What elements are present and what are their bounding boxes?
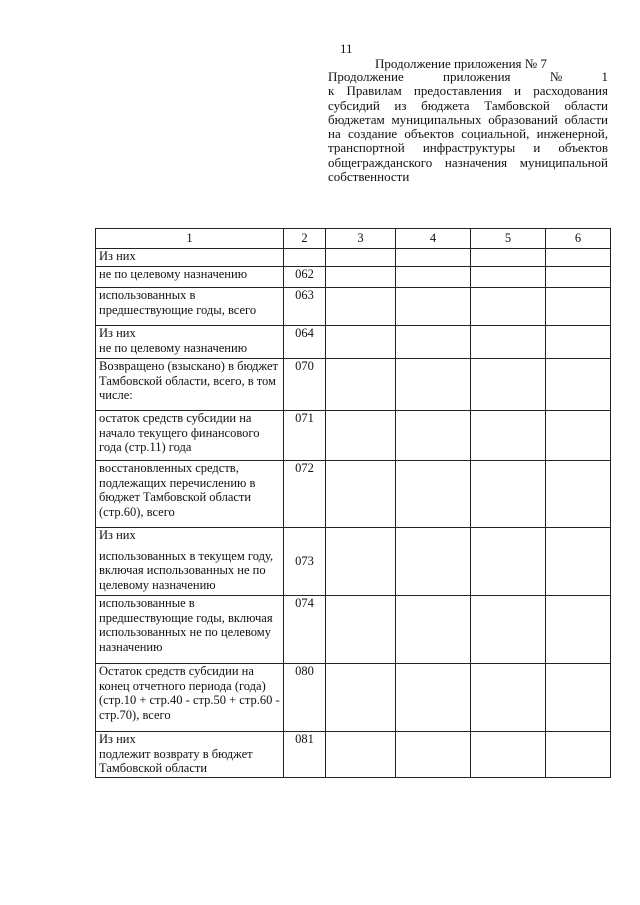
value-cell[interactable] xyxy=(396,359,471,411)
page-number: 11 xyxy=(340,41,353,56)
header-word: Продолжение xyxy=(328,69,404,84)
value-cell[interactable] xyxy=(471,326,546,359)
value-cell[interactable] xyxy=(396,528,471,596)
header-word: социальной, xyxy=(461,126,530,142)
value-cell[interactable] xyxy=(396,732,471,778)
header-line xyxy=(328,141,608,155)
value-cell[interactable] xyxy=(546,411,611,461)
row-code: 064 xyxy=(284,326,326,359)
header-word: транспортной xyxy=(328,140,405,156)
row-code: 081 xyxy=(284,732,326,778)
value-cell[interactable] xyxy=(326,359,396,411)
value-cell[interactable] xyxy=(471,732,546,778)
column-header: 6 xyxy=(546,229,611,249)
header-word: образований xyxy=(488,111,558,127)
value-cell[interactable] xyxy=(396,267,471,288)
header-word: бюджета xyxy=(421,97,470,113)
header-word: Правилам xyxy=(346,83,402,99)
row-label: Возвращено (взыскано) в бюджет Тамбовской области, всего, в том числе: xyxy=(96,359,284,411)
row-label: Из них использованных в текущем году, включая использованных не по целевому назначению xyxy=(96,528,284,596)
row-code xyxy=(284,249,326,267)
value-cell[interactable] xyxy=(326,461,396,528)
value-cell[interactable] xyxy=(546,288,611,326)
header-line xyxy=(328,84,608,98)
value-cell[interactable] xyxy=(546,732,611,778)
header-word: собственности xyxy=(328,169,410,185)
header-line xyxy=(328,113,608,127)
table-row xyxy=(96,461,611,528)
column-header: 1 xyxy=(96,229,284,249)
row-code: 074 xyxy=(284,596,326,664)
value-cell[interactable] xyxy=(396,411,471,461)
value-cell[interactable] xyxy=(326,411,396,461)
header-word: муниципальной xyxy=(519,154,608,170)
value-cell[interactable] xyxy=(326,528,396,596)
header-line xyxy=(328,156,608,170)
column-header: 3 xyxy=(326,229,396,249)
header-word: 1 xyxy=(601,69,608,84)
value-cell[interactable] xyxy=(471,411,546,461)
header-word: расходования xyxy=(533,83,608,99)
value-cell[interactable] xyxy=(546,267,611,288)
header-line xyxy=(328,99,608,113)
header-word: Тамбовской xyxy=(484,97,550,113)
header-word: приложения xyxy=(442,69,511,84)
table-row xyxy=(96,664,611,732)
value-cell[interactable] xyxy=(471,288,546,326)
table-row xyxy=(96,359,611,411)
value-cell[interactable] xyxy=(546,596,611,664)
table-row xyxy=(96,267,611,288)
value-cell[interactable] xyxy=(546,664,611,732)
value-cell[interactable] xyxy=(326,267,396,288)
header-word: к xyxy=(328,83,335,99)
value-cell[interactable] xyxy=(396,596,471,664)
value-cell[interactable] xyxy=(396,461,471,528)
row-label: Остаток средств субсидии на конец отчетного периода (года) (стр.10 + стр.40 - стр.50 + стр.60 - стр.70), всего xyxy=(96,664,284,732)
header-word: общегражданского xyxy=(328,154,433,170)
table-row xyxy=(96,732,611,778)
value-cell[interactable] xyxy=(396,326,471,359)
value-cell[interactable] xyxy=(546,326,611,359)
row-code: 080 xyxy=(284,664,326,732)
value-cell[interactable] xyxy=(546,461,611,528)
value-cell[interactable] xyxy=(326,249,396,267)
value-cell[interactable] xyxy=(546,249,611,267)
row-label: восстановленных средств, подлежащих перечислению в бюджет Тамбовской области (стр.60), всего xyxy=(96,461,284,528)
header-line xyxy=(328,127,608,141)
header-word: и xyxy=(533,140,541,156)
value-cell[interactable] xyxy=(471,267,546,288)
value-cell[interactable] xyxy=(396,664,471,732)
row-code: 062 xyxy=(284,267,326,288)
header-word: объектов xyxy=(404,126,454,142)
appendix-header xyxy=(328,70,608,184)
value-cell[interactable] xyxy=(396,288,471,326)
table-row xyxy=(96,528,611,596)
column-header: 2 xyxy=(284,229,326,249)
value-cell[interactable] xyxy=(326,596,396,664)
header-word: № xyxy=(549,69,563,84)
header-word: создание xyxy=(347,126,398,142)
value-cell[interactable] xyxy=(471,461,546,528)
row-label: использованных в предшествующие годы, всего xyxy=(96,288,284,326)
table-row xyxy=(96,411,611,461)
value-cell[interactable] xyxy=(396,249,471,267)
table-row xyxy=(96,326,611,359)
value-cell[interactable] xyxy=(546,359,611,411)
row-label: Из них xyxy=(96,249,284,267)
header-word: предоставления xyxy=(413,83,502,99)
header-word: назначения xyxy=(444,154,508,170)
value-cell[interactable] xyxy=(471,359,546,411)
header-word: области xyxy=(564,97,608,113)
value-cell[interactable] xyxy=(326,326,396,359)
continuation-title: Продолжение приложения № 7 xyxy=(375,56,547,71)
header-line xyxy=(328,70,608,84)
column-header: 5 xyxy=(471,229,546,249)
value-cell[interactable] xyxy=(471,664,546,732)
value-cell[interactable] xyxy=(326,288,396,326)
value-cell[interactable] xyxy=(471,596,546,664)
table-row xyxy=(96,596,611,664)
table-row xyxy=(96,249,611,267)
value-cell[interactable] xyxy=(326,664,396,732)
header-word: муниципальных xyxy=(391,111,482,127)
header-word: инфраструктуры xyxy=(422,140,516,156)
header-word: инженерной, xyxy=(536,126,608,142)
row-code: 070 xyxy=(284,359,326,411)
value-cell[interactable] xyxy=(326,732,396,778)
row-code: 071 xyxy=(284,411,326,461)
row-label: Из них не по целевому назначению xyxy=(96,326,284,359)
row-label: использованные в предшествующие годы, включая использованных не по целевому назначению xyxy=(96,596,284,664)
table-row xyxy=(96,288,611,326)
header-word: области xyxy=(564,111,608,127)
report-table xyxy=(95,228,611,778)
header-word: субсидий xyxy=(328,97,380,113)
header-line xyxy=(328,170,608,184)
header-word: объектов xyxy=(558,140,608,156)
header-word: бюджетам xyxy=(328,111,385,127)
header-word: и xyxy=(514,83,522,99)
value-cell[interactable] xyxy=(471,528,546,596)
row-label: Из них подлежит возврату в бюджет Тамбовской области xyxy=(96,732,284,778)
column-header: 4 xyxy=(396,229,471,249)
table-header-row xyxy=(96,229,611,249)
value-cell[interactable] xyxy=(546,528,611,596)
header-word: на xyxy=(328,126,341,142)
row-code: 073 xyxy=(284,528,326,596)
row-label: не по целевому назначению xyxy=(96,267,284,288)
header-word: из xyxy=(394,97,407,113)
row-code: 072 xyxy=(284,461,326,528)
row-label: остаток средств субсидии на начало текущего финансового года (стр.11) года xyxy=(96,411,284,461)
row-code: 063 xyxy=(284,288,326,326)
value-cell[interactable] xyxy=(471,249,546,267)
